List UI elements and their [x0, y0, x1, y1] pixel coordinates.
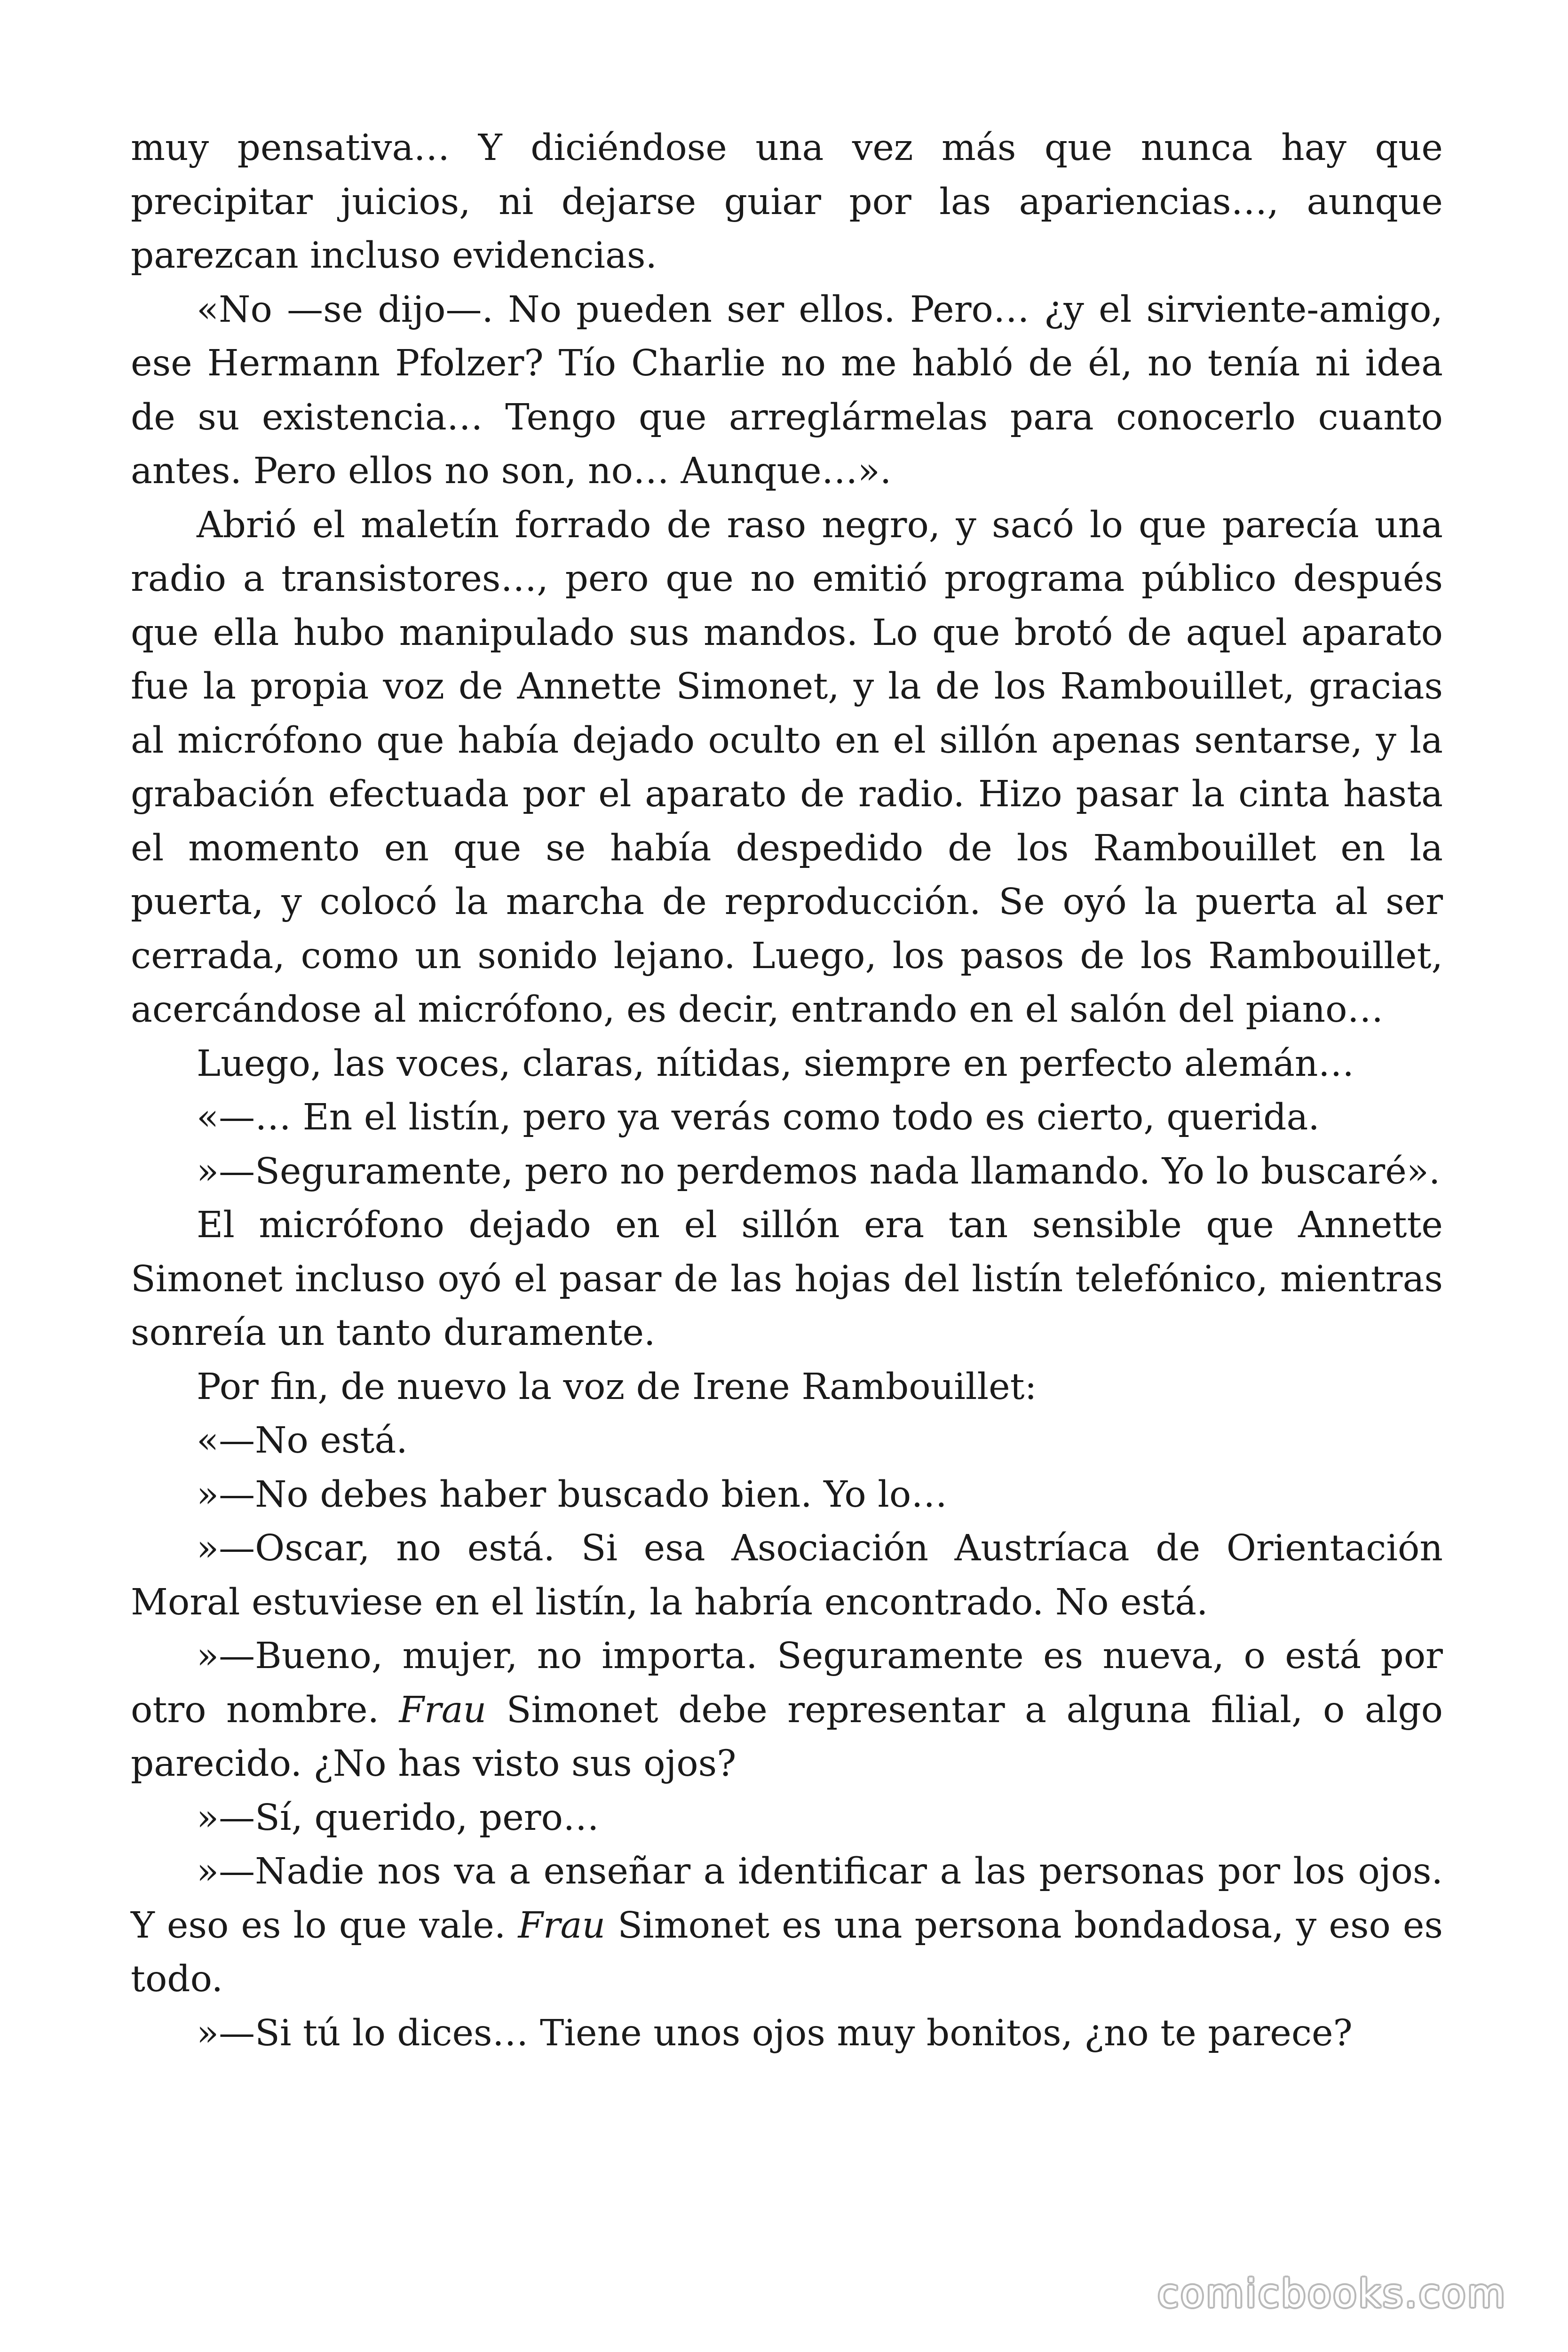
- paragraph: Luego, las voces, claras, nítidas, siempre en perfecto alemán…: [197, 1042, 1354, 1085]
- watermark: comicbooks.com: [1157, 2272, 1507, 2316]
- paragraph-text: Simonet es una persona bondadosa, y eso es todo.: [131, 1904, 1443, 2000]
- italic-term: Frau: [518, 1904, 606, 1947]
- paragraph: Abrió el maletín forrado de raso negro, y sacó lo que parecía una radio a transistores…, pero que no emitió programa público después que ella hubo manipulado sus mandos. Lo que brotó de aquel aparato fue la propia voz de Annette Simonet, y la de los Rambouillet, gracias al micrófono que había dejado oculto en el sillón apenas sentarse, y la grabación efectuada por el aparato de radio. Hizo pasar la cinta hasta el momento en que se había despedido de los Rambouillet en la puerta, y colocó la marcha de reproducción. Se oyó la puerta al ser cerrada, como un sonido lejano. Luego, los pasos de los Rambouillet, acercándose al micrófono, es decir, entrando en el salón del piano…: [131, 504, 1443, 1031]
- paragraph: »—Seguramente, pero no perdemos nada llamando. Yo lo buscaré».: [197, 1150, 1441, 1192]
- paragraph-text: »—Nadie nos va a enseñar a identificar a las personas por los ojos. Y eso es lo que vale.: [131, 1851, 1443, 1947]
- paragraph: «—No está.: [197, 1420, 408, 1462]
- paragraph: «No —se dijo—. No pueden ser ellos. Pero… ¿y el sirviente-amigo, ese Hermann Pfolzer? Tío Charlie no me habló de él, no tenía ni idea de su existencia… Tengo que arreglármelas para conocerlo cuanto antes. Pero ellos no son, no… Aunque…».: [131, 288, 1443, 492]
- paragraph: »—Sí, querido, pero…: [197, 1796, 599, 1839]
- paragraph-text: Simonet debe representar a alguna filial, o algo parecido. ¿No has visto sus ojos?: [131, 1689, 1443, 1785]
- paragraph: [131, 1845, 1443, 2007]
- page-body: [131, 121, 1443, 2060]
- paragraph: muy pensativa… Y diciéndose una vez más que nunca hay que precipitar juicios, ni dejarse guiar por las apariencias…, aunque parezcan incluso evidencias.: [131, 127, 1443, 277]
- paragraph: Por fin, de nuevo la voz de Irene Rambouillet:: [197, 1366, 1037, 1408]
- paragraph: »—Oscar, no está. Si esa Asociación Austríaca de Orientación Moral estuviese en el listín, la habría encontrado. No está.: [131, 1527, 1443, 1623]
- paragraph: [131, 1629, 1443, 1791]
- italic-term: Frau: [399, 1689, 487, 1731]
- paragraph: El micrófono dejado en el sillón era tan sensible que Annette Simonet incluso oyó el pasar de las hojas del listín telefónico, mientras sonreía un tanto duramente.: [131, 1204, 1443, 1354]
- paragraph: «—… En el listín, pero ya verás como todo es cierto, querida.: [197, 1097, 1320, 1138]
- paragraph-text: »—Bueno, mujer, no importa. Seguramente es nueva, o está por otro nombre.: [131, 1635, 1443, 1731]
- paragraph: »—Si tú lo dices… Tiene unos ojos muy bonitos, ¿no te parece?: [197, 2012, 1353, 2054]
- paragraph: »—No debes haber buscado bien. Yo lo…: [197, 1473, 948, 1516]
